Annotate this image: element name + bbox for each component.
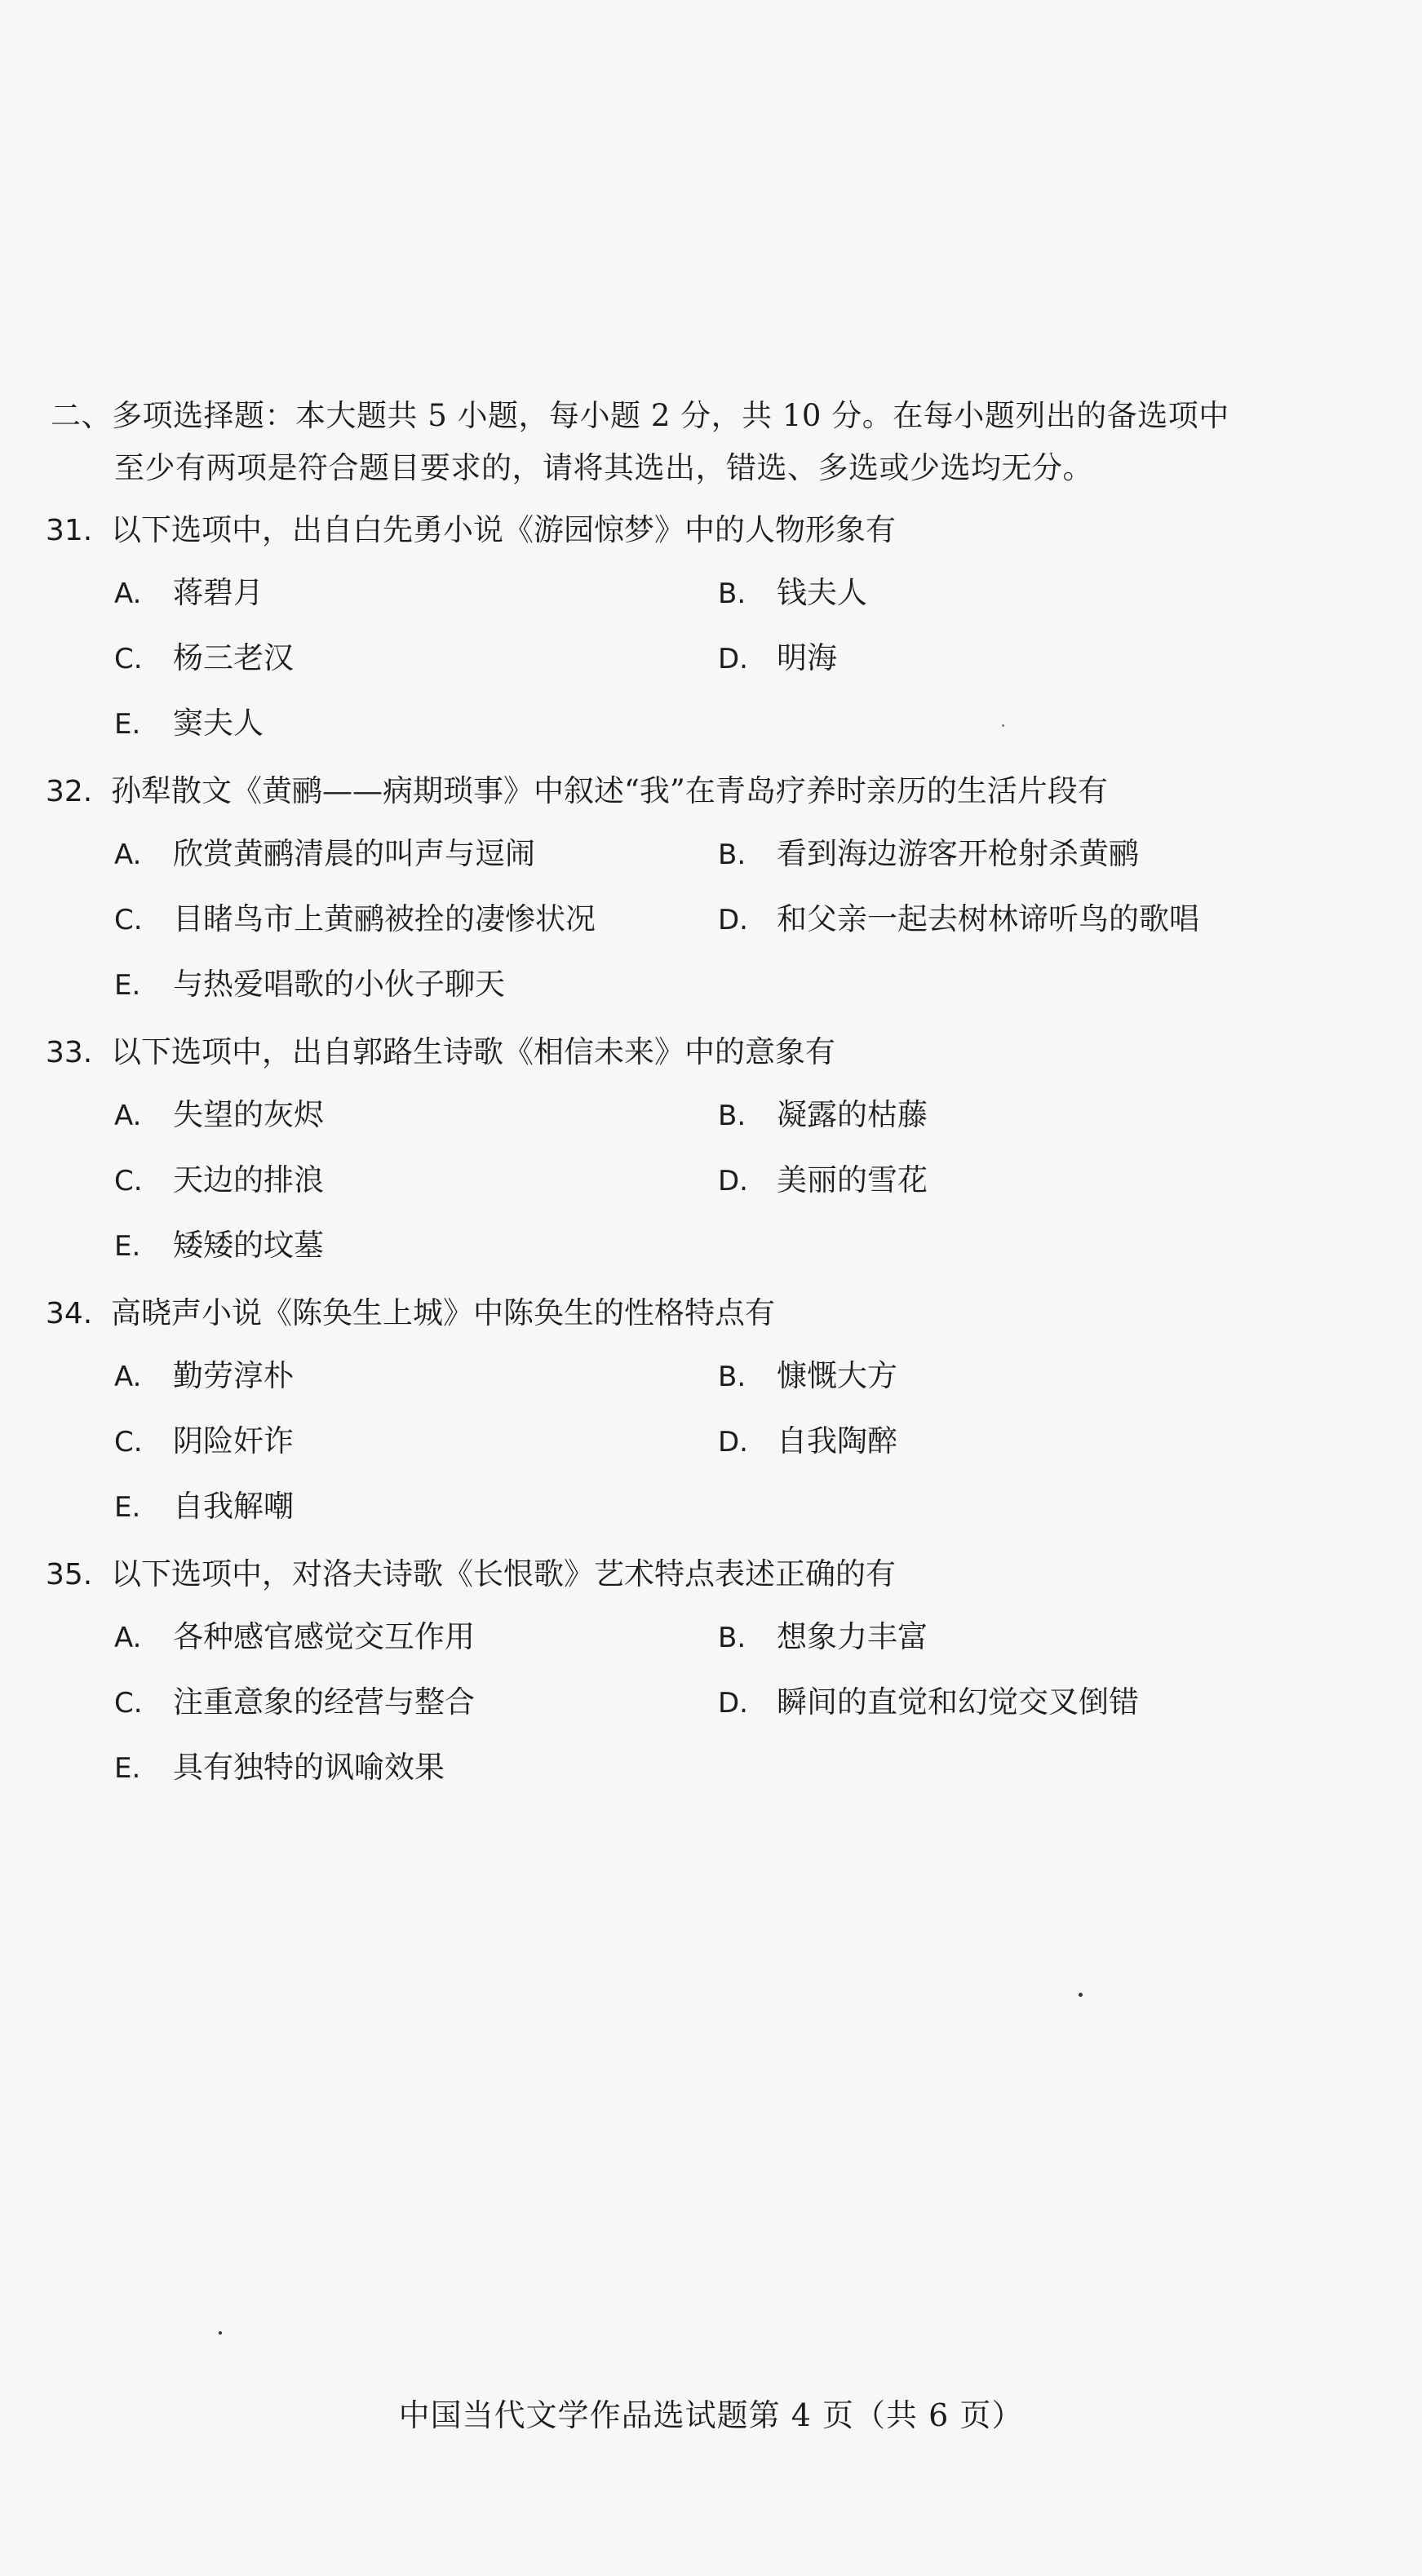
option-letter: E. <box>114 708 141 741</box>
scan-speck <box>1002 724 1004 727</box>
option-b <box>718 1090 928 1134</box>
option-text: 阴险奸诈 <box>173 1423 294 1458</box>
option-c <box>114 633 718 677</box>
option-text: 瞬间的直觉和幻觉交叉倒错 <box>777 1684 1139 1720</box>
option-letter: C. <box>114 1687 143 1720</box>
option-a <box>114 1090 718 1134</box>
question-stem <box>46 504 1384 557</box>
option-d <box>718 894 1199 938</box>
option-list <box>114 557 1387 753</box>
section-instructions-line-2: 至少有两项是符合题目要求的，请将其选出，错选、多选或少选均无分。 <box>114 450 1093 485</box>
question-33 <box>46 1026 1384 1275</box>
option-b <box>718 568 867 612</box>
question-text: 以下选项中，出自郭路生诗歌《相信未来》中的意象有 <box>111 1034 835 1069</box>
scan-speck <box>219 2331 222 2335</box>
option-text: 明海 <box>777 640 837 675</box>
option-list <box>114 818 1387 1014</box>
option-text: 凝露的枯藤 <box>777 1097 928 1132</box>
question-text: 以下选项中，出自白先勇小说《游园惊梦》中的人物形象有 <box>111 512 896 547</box>
option-a <box>114 829 718 873</box>
option-text: 勤劳淳朴 <box>173 1358 294 1393</box>
option-text: 自我解嘲 <box>173 1489 294 1524</box>
option-text: 与热爱唱歌的小伙子聊天 <box>173 967 505 1002</box>
option-e <box>114 1742 718 1786</box>
option-text: 天边的排浪 <box>173 1162 324 1197</box>
option-text: 慷慨大方 <box>777 1358 897 1393</box>
option-letter: C. <box>114 904 143 936</box>
option-text: 具有独特的讽喻效果 <box>173 1750 445 1785</box>
option-letter: D. <box>718 904 748 936</box>
option-letter: B. <box>718 839 746 871</box>
option-d <box>718 1677 1139 1721</box>
option-letter: A. <box>114 1100 142 1132</box>
option-letter: B. <box>718 1622 746 1654</box>
option-text: 想象力丰富 <box>777 1619 928 1654</box>
option-c <box>114 1677 718 1721</box>
option-letter: A. <box>114 578 142 610</box>
option-letter: A. <box>114 1622 142 1654</box>
option-text: 欣赏黄鹂清晨的叫声与逗闹 <box>173 836 535 871</box>
question-number: 34. <box>46 1297 93 1330</box>
option-text: 蒋碧月 <box>173 575 264 610</box>
option-letter: C. <box>114 1426 143 1458</box>
question-number: 33. <box>46 1036 93 1069</box>
question-32 <box>46 765 1384 1014</box>
option-letter: B. <box>718 578 746 610</box>
option-c <box>114 1416 718 1460</box>
question-stem <box>46 1548 1384 1601</box>
question-text: 以下选项中，对洛夫诗歌《长恨歌》艺术特点表述正确的有 <box>111 1556 896 1591</box>
option-text: 各种感官感觉交互作用 <box>173 1619 475 1654</box>
option-c <box>114 1155 718 1199</box>
option-text: 矮矮的坟墓 <box>173 1228 324 1263</box>
option-text: 自我陶醉 <box>777 1423 897 1458</box>
option-text: 看到海边游客开枪射杀黄鹂 <box>777 836 1139 871</box>
question-31 <box>46 504 1384 753</box>
option-letter: E. <box>114 969 141 1002</box>
option-b <box>718 829 1139 873</box>
option-e <box>114 1220 718 1264</box>
option-letter: D. <box>718 1687 748 1720</box>
option-letter: E. <box>114 1752 141 1785</box>
option-list <box>114 1601 1387 1797</box>
question-stem <box>46 765 1384 818</box>
option-letter: C. <box>114 1165 143 1197</box>
option-text: 和父亲一起去树林谛听鸟的歌唱 <box>777 901 1199 936</box>
option-letter: B. <box>718 1361 746 1393</box>
option-e <box>114 959 718 1003</box>
option-a <box>114 1351 718 1395</box>
option-text: 失望的灰烬 <box>173 1097 324 1132</box>
section-instructions <box>51 390 1389 494</box>
option-c <box>114 894 718 938</box>
question-stem <box>46 1287 1384 1340</box>
question-number: 35. <box>46 1558 93 1591</box>
question-number: 32. <box>46 775 93 808</box>
question-text: 高晓声小说《陈奂生上城》中陈奂生的性格特点有 <box>111 1295 775 1330</box>
option-letter: C. <box>114 643 143 675</box>
option-letter: E. <box>114 1491 141 1524</box>
option-text: 窦夫人 <box>173 706 264 741</box>
option-text: 目睹鸟市上黄鹂被拴的凄惨状况 <box>173 901 596 936</box>
option-letter: D. <box>718 1426 748 1458</box>
option-d <box>718 633 837 677</box>
section-instructions-line-1: 二、多项选择题：本大题共 5 小题，每小题 2 分，共 10 分。在每小题列出的备选项中 <box>51 398 1229 433</box>
option-text: 美丽的雪花 <box>777 1162 928 1197</box>
page-footer: 中国当代文学作品选试题第 4 页（共 6 页） <box>398 2397 1024 2433</box>
option-d <box>718 1416 897 1460</box>
scan-speck <box>1079 1993 1083 1997</box>
option-e <box>114 1481 718 1525</box>
option-letter: D. <box>718 1165 748 1197</box>
option-letter: B. <box>718 1100 746 1132</box>
option-b <box>718 1612 928 1656</box>
option-list <box>114 1079 1387 1275</box>
option-a <box>114 1612 718 1656</box>
option-letter: D. <box>718 643 748 675</box>
option-b <box>718 1351 897 1395</box>
question-text: 孙犁散文《黄鹂——病期琐事》中叙述“我”在青岛疗养时亲历的生活片段有 <box>111 773 1108 808</box>
option-text: 杨三老汉 <box>173 640 294 675</box>
question-number: 31. <box>46 514 93 547</box>
option-d <box>718 1155 928 1199</box>
option-text: 钱夫人 <box>777 575 867 610</box>
option-letter: A. <box>114 839 142 871</box>
option-letter: A. <box>114 1361 142 1393</box>
option-e <box>114 698 718 742</box>
option-list <box>114 1340 1387 1536</box>
option-text: 注重意象的经营与整合 <box>173 1684 475 1720</box>
option-a <box>114 568 718 612</box>
question-34 <box>46 1287 1384 1536</box>
question-35 <box>46 1548 1384 1797</box>
question-stem <box>46 1026 1384 1079</box>
option-letter: E. <box>114 1230 141 1263</box>
